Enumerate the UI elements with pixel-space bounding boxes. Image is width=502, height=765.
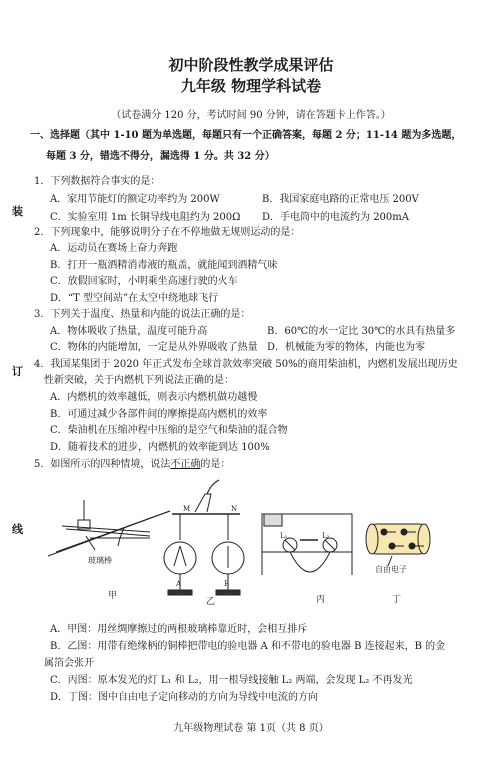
question-4-option-d: D．随着技术的进步，内燃机的效率能到达 100% [50,442,270,453]
question-2-option-d: D．“T 型空间站”在太空中绕地球飞行 [50,293,219,304]
question-5-option-d: D．丁图：图中自由电子定向移动的方向为导线中电流的方向 [50,692,319,703]
figure-bing-circuit [262,514,352,575]
figure-jia-glass-rods [48,500,170,556]
question-5-figure [0,470,502,610]
figure-label-a: A [176,580,182,588]
question-4-option-a: A．内燃机的效率越低，则表示内燃机做功越慢 [50,392,258,403]
question-1-option-b: B．我国家庭电路的正常电压 200V [262,194,419,205]
section-heading-line1: 一、选择题（其中 1-10 题为单选题，每题只有一个正确答案，每题 2 分；11-14 题为多选题， [30,130,462,141]
binding-mark-zhuang: 装 [12,205,23,218]
question-1-option-a: A．家用节能灯的额定功率约为 200W [50,194,220,205]
question-4-option-c: C．柴油机在压缩冲程中压缩的是空气和柴油的混合物 [50,425,288,436]
figure-label-glass-rod: 玻璃棒 [88,556,112,565]
figure-caption-bing: 丙 [316,595,326,605]
figure-ding-conductor [366,524,430,566]
question-3-option-a: A．物体吸收了热量，温度可能升高 [50,326,208,337]
question-2-stem: 2．下列现象中，能够说明分子在不停地做无规则运动的是： [34,227,301,238]
exam-note: （试卷满分 120 分，考试时间 90 分钟，请在答题卡上作答。） [111,110,391,121]
question-5-stem: 5．如图所示的四种情境，说法不正确的是： [34,459,231,470]
question-5-option-b: B．乙图：用带有绝缘柄的铜棒把带电的验电器 A 和不带电的验电器 B 连接起来，B 的金 [50,641,446,652]
figure-yi-electroscopes [164,480,244,595]
binding-mark-ding: 订 [12,365,23,378]
question-2-option-a: A．运动员在赛场上奋力奔跑 [50,243,178,254]
figure-label-l1: L₁ [280,532,288,540]
question-2-option-c: C．放假回家时，小明乘坐高速行驶的火车 [50,276,238,287]
question-1-stem: 1．下列数据符合事实的是： [34,176,161,187]
section-heading-line2: 每题 3 分，错选不得分，漏选得 1 分。共 32 分） [46,151,275,162]
question-3-option-b: B．60℃的水一定比 30℃的水具有热量多 [267,326,456,337]
question-3-stem: 3．下列关于温度、热量和内能的说法正确的是： [34,309,251,320]
exam-title: 初中阶段性教学成果评估 [168,56,334,74]
question-4-stem: 4．我国某集团于 2020 年正式发布全球首款效率突破 50%的商用柴油机，内燃机发展出现历史 [34,359,458,370]
figure-label-l2: L₂ [322,532,330,540]
figure-caption-jia: 甲 [108,591,118,601]
figure-label-m: M [183,505,191,513]
question-5-option-c: C．丙图：原本发光的灯 L₁ 和 L₂，用一根导线接触 L₂ 两端，会发现 L₂ 不再发光 [50,675,413,686]
question-4-stem-cont: 性新突破，关于内燃机下列说法正确的是： [44,375,234,386]
question-1-option-d: D．手电筒中的电流约为 200mA [262,212,409,223]
figure-label-n: N [231,505,238,513]
question-5-option-a: A．甲图：用丝绸摩擦过的两根玻璃棒靠近时，会相互排斥 [50,624,308,635]
question-1-option-c: C．实验室用 1m 长铜导线电阻约为 200Ω [50,212,241,223]
page-footer: 九年级物理试卷 第 1页（共 8 页） [173,723,329,734]
question-3-option-c: C．物体的内能增加，一定是从外界吸收了热量 [50,342,258,353]
question-5-option-b-cont: 属箔会张开 [44,658,94,669]
question-4-option-b: B．可通过减少各部件间的摩擦提高内燃机的效率 [50,409,268,420]
figure-label-free-electron: 自由电子 [375,565,407,574]
figure-caption-ding: 丁 [392,595,402,605]
figure-label-b: B [224,580,230,588]
question-3-option-d: D．机械能为零的物体，内能也为零 [267,342,426,353]
binding-mark-xian: 线 [12,523,23,536]
question-2-option-b: B．打开一瓶酒精消毒液的瓶盖，就能闻到酒精气味 [50,260,278,271]
figure-caption-yi: 乙 [206,597,216,607]
exam-subtitle: 九年级 物理学科试卷 [180,77,322,95]
